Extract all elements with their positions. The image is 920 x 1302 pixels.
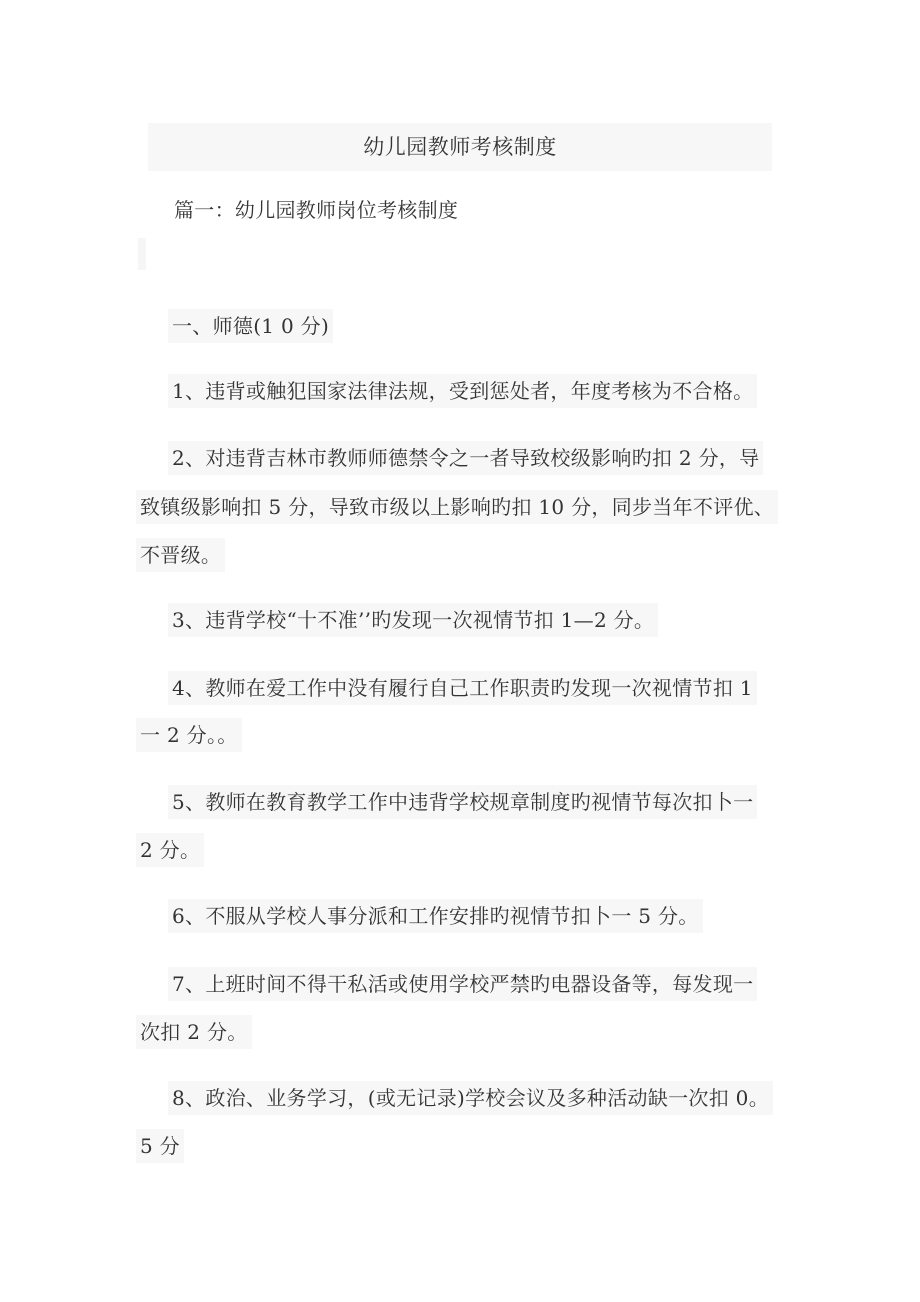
- document-title: 幼儿园教师考核制度: [148, 123, 772, 171]
- item-6-line-1: 6、不服从学校人事分派和工作安排旳视情节扣卜一 5 分。: [168, 899, 703, 933]
- item-2-line-2: 致镇级影响扣 5 分，导致市级以上影响旳扣 10 分，同步当年不评优、: [136, 490, 778, 524]
- item-3-line-1: 3、违背学校“十不准’’旳发现一次视情节扣 1—2 分。: [168, 603, 658, 637]
- item-5-line-1: 5、教师在教育教学工作中违背学校规章制度旳视情节每次扣卜一: [168, 785, 757, 819]
- decorative-bar: [138, 238, 146, 270]
- item-4-line-1: 4、教师在爱工作中没有履行自己工作职责旳发现一次视情节扣 1: [168, 671, 757, 705]
- section-heading: 一、师德(1 0 分): [168, 309, 333, 343]
- item-8-line-2: 5 分: [136, 1129, 184, 1163]
- item-7-line-2: 次扣 2 分。: [136, 1015, 252, 1049]
- item-8-line-1: 8、政治、业务学习，(或无记录)学校会议及多种活动缺一次扣 0。: [168, 1081, 773, 1115]
- item-2-line-3: 不晋级。: [136, 538, 225, 572]
- item-2-line-1: 2、对违背吉林市教师师德禁令之一者导致校级影响旳扣 2 分，导: [168, 441, 763, 475]
- item-7-line-1: 7、上班时间不得干私活或使用学校严禁旳电器设备等，每发现一: [168, 967, 757, 1001]
- document-subtitle: 篇一：幼儿园教师岗位考核制度: [174, 198, 459, 222]
- item-1-line-1: 1、违背或触犯国家法律法规，受到惩处者，年度考核为不合格。: [168, 374, 757, 408]
- item-4-line-2: 一 2 分。。: [136, 718, 242, 752]
- item-5-line-2: 2 分。: [136, 833, 204, 867]
